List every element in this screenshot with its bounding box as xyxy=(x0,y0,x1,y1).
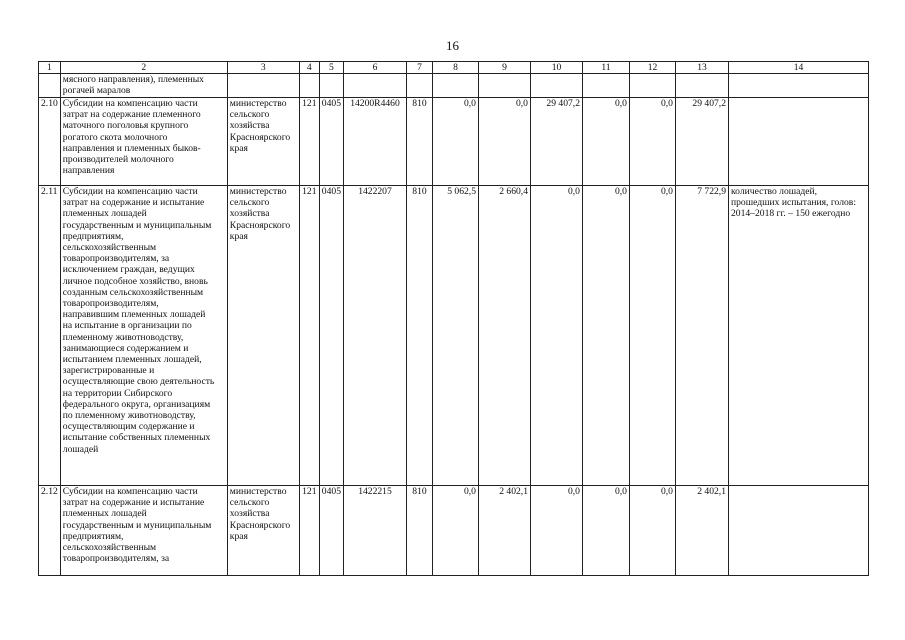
activity-name-line: государственным и муниципальным xyxy=(62,519,212,531)
executor-line: края xyxy=(229,530,248,542)
amount-cell xyxy=(582,74,629,98)
total-amount-cell: 7 722,9 xyxy=(675,186,728,486)
activity-name-line: предприятиям, xyxy=(62,530,124,542)
page-number: 16 xyxy=(446,38,459,53)
amount-cell xyxy=(530,74,582,98)
activity-name-cell xyxy=(60,186,227,486)
activity-name-line: рогатого скота молочного xyxy=(62,131,168,143)
amount-cell xyxy=(432,74,478,98)
column-header: 5 xyxy=(319,62,343,74)
activity-name-line: зарегистрированные и xyxy=(62,365,155,377)
column-header: 8 xyxy=(432,62,478,74)
amount-cell: 5 062,5 xyxy=(432,186,478,486)
row-number-cell: 2.11 xyxy=(39,186,61,486)
activity-name-line: племенных лошадей xyxy=(62,208,147,220)
activity-name-line: маточного поголовья крупного xyxy=(62,120,189,132)
activity-name-line: исключением граждан, ведущих xyxy=(62,264,195,276)
amount-cell xyxy=(478,74,530,98)
activity-name-line: осуществляющие свою деятельность xyxy=(62,376,215,388)
activity-name-line: направившим племенных лошадей xyxy=(62,309,206,321)
expected-result-cell xyxy=(728,186,868,486)
activity-name-line: сельскохозяйственным xyxy=(62,542,157,554)
amount-cell: 0,0 xyxy=(629,186,675,486)
table-row xyxy=(39,74,869,98)
activity-name-line: племенных лошадей xyxy=(62,508,147,520)
activity-name-cell xyxy=(60,74,227,98)
vr-code-cell: 810 xyxy=(406,486,432,576)
csr-code-cell: 1422215 xyxy=(343,486,406,576)
column-number-row xyxy=(39,62,869,74)
executor-line: министерство xyxy=(229,98,287,109)
column-header: 13 xyxy=(675,62,728,74)
rzpr-code-cell: 0405 xyxy=(319,98,343,186)
column-header: 11 xyxy=(582,62,629,74)
amount-cell: 0,0 xyxy=(432,98,478,186)
activity-name-line: созданным сельскохозяйственным xyxy=(62,286,204,298)
executor-line: хозяйства xyxy=(229,508,270,520)
executor-line: Красноярского xyxy=(229,131,291,143)
total-amount-cell xyxy=(675,74,728,98)
expected-result-line: прошедших испытания, голов: xyxy=(730,197,856,209)
column-header: 1 xyxy=(39,62,61,74)
amount-cell: 0,0 xyxy=(629,98,675,186)
table-row xyxy=(39,486,869,576)
activity-name-line: затрат на содержание племенного xyxy=(62,109,201,121)
expected-result-cell xyxy=(728,98,868,186)
executor-line: министерство xyxy=(229,186,287,197)
executor-cell xyxy=(227,186,299,486)
amount-cell: 0,0 xyxy=(629,486,675,576)
total-amount-cell: 29 407,2 xyxy=(675,98,728,186)
vr-code-cell xyxy=(406,74,432,98)
executor-line: хозяйства xyxy=(229,208,270,220)
activity-name-line: Субсидии на компенсацию части xyxy=(62,486,198,497)
amount-cell: 29 407,2 xyxy=(530,98,582,186)
activity-name-line: рогачей маралов xyxy=(62,85,131,97)
amount-cell: 0,0 xyxy=(582,98,629,186)
column-header: 10 xyxy=(530,62,582,74)
expected-result-cell xyxy=(728,74,868,98)
rzpr-code-cell: 0405 xyxy=(319,486,343,576)
rzpr-code-cell xyxy=(319,74,343,98)
executor-cell xyxy=(227,98,299,186)
row-number-cell: 2.12 xyxy=(39,486,61,576)
activity-name-line: производителей молочного xyxy=(62,154,174,166)
executor-cell xyxy=(227,74,299,98)
activity-name-line: затрат на содержание и испытание xyxy=(62,497,205,509)
activity-name-cell xyxy=(60,98,227,186)
activity-name-line: направления xyxy=(62,165,115,177)
total-amount-cell: 2 402,1 xyxy=(675,486,728,576)
amount-cell: 0,0 xyxy=(582,486,629,576)
executor-line: Красноярского xyxy=(229,219,291,231)
column-header: 4 xyxy=(299,62,319,74)
grbs-code-cell: 121 xyxy=(299,486,319,576)
executor-line: сельского xyxy=(229,497,270,509)
row-number-cell: 2.10 xyxy=(39,98,61,186)
amount-cell: 0,0 xyxy=(530,186,582,486)
csr-code-cell: 14200R4460 xyxy=(343,98,406,186)
table-row xyxy=(39,98,869,186)
activity-name-cell xyxy=(60,486,227,576)
column-header: 12 xyxy=(629,62,675,74)
executor-line: сельского xyxy=(229,197,270,209)
activity-name-line: испытание собственных племенных xyxy=(62,432,211,444)
activity-name-line: занимающиеся содержанием и xyxy=(62,342,189,354)
activity-name-line: Субсидии на компенсацию части xyxy=(62,98,198,109)
table-row xyxy=(39,186,869,486)
grbs-code-cell xyxy=(299,74,319,98)
activity-name-line: товаропроизводителям, за xyxy=(62,253,170,265)
executor-cell xyxy=(227,486,299,576)
rzpr-code-cell: 0405 xyxy=(319,186,343,486)
vr-code-cell: 810 xyxy=(406,98,432,186)
activity-name-line: на территории Сибирского xyxy=(62,387,173,399)
activity-name-line: испытанием племенных лошадей, xyxy=(62,354,202,366)
activity-name-line: по племенному животноводству, xyxy=(62,410,196,422)
column-header: 9 xyxy=(478,62,530,74)
amount-cell xyxy=(629,74,675,98)
activity-name-line: сельскохозяйственным xyxy=(62,242,157,254)
amount-cell: 0,0 xyxy=(432,486,478,576)
activity-name-line: направления и племенных быков- xyxy=(62,142,201,154)
activity-name-line: осуществляющим содержание и xyxy=(62,421,195,433)
column-header: 6 xyxy=(343,62,406,74)
amount-cell: 0,0 xyxy=(582,186,629,486)
activity-name-line: Субсидии на компенсацию части xyxy=(62,186,198,197)
amount-cell: 0,0 xyxy=(478,98,530,186)
activity-name-line: мясного направления), племенных xyxy=(62,74,204,85)
csr-code-cell: 1422207 xyxy=(343,186,406,486)
column-header: 3 xyxy=(227,62,299,74)
activity-name-line: на испытание в организации по xyxy=(62,320,192,332)
row-number-cell xyxy=(39,74,61,98)
grbs-code-cell: 121 xyxy=(299,186,319,486)
amount-cell: 0,0 xyxy=(530,486,582,576)
executor-line: хозяйства xyxy=(229,120,270,132)
amount-cell: 2 402,1 xyxy=(478,486,530,576)
executor-line: Красноярского xyxy=(229,519,291,531)
activity-name-line: племенному животноводству, xyxy=(62,331,184,343)
expected-result-cell xyxy=(728,486,868,576)
column-header: 14 xyxy=(728,62,868,74)
activity-name-line: предприятиям, xyxy=(62,230,124,242)
grbs-code-cell: 121 xyxy=(299,98,319,186)
activity-name-line: товаропроизводителям, xyxy=(62,298,159,310)
executor-line: министерство xyxy=(229,486,287,497)
executor-line: края xyxy=(229,230,248,242)
column-header: 7 xyxy=(406,62,432,74)
activity-name-line: государственным и муниципальным xyxy=(62,219,212,231)
activity-name-line: лошадей xyxy=(62,443,99,455)
program-activities-table xyxy=(38,61,869,576)
column-header: 2 xyxy=(60,62,227,74)
expected-result-line: количество лошадей, xyxy=(730,186,818,197)
activity-name-line: товаропроизводителям, за xyxy=(62,553,170,565)
expected-result-line: 2014–2018 гг. – 150 ежегодно xyxy=(730,208,851,220)
activity-name-line: федерального округа, организациям xyxy=(62,398,211,410)
vr-code-cell: 810 xyxy=(406,186,432,486)
amount-cell: 2 660,4 xyxy=(478,186,530,486)
executor-line: сельского xyxy=(229,109,270,121)
executor-line: края xyxy=(229,142,248,154)
csr-code-cell xyxy=(343,74,406,98)
activity-name-line: личное подсобное хозяйство, вновь xyxy=(62,275,208,287)
activity-name-line: затрат на содержание и испытание xyxy=(62,197,205,209)
